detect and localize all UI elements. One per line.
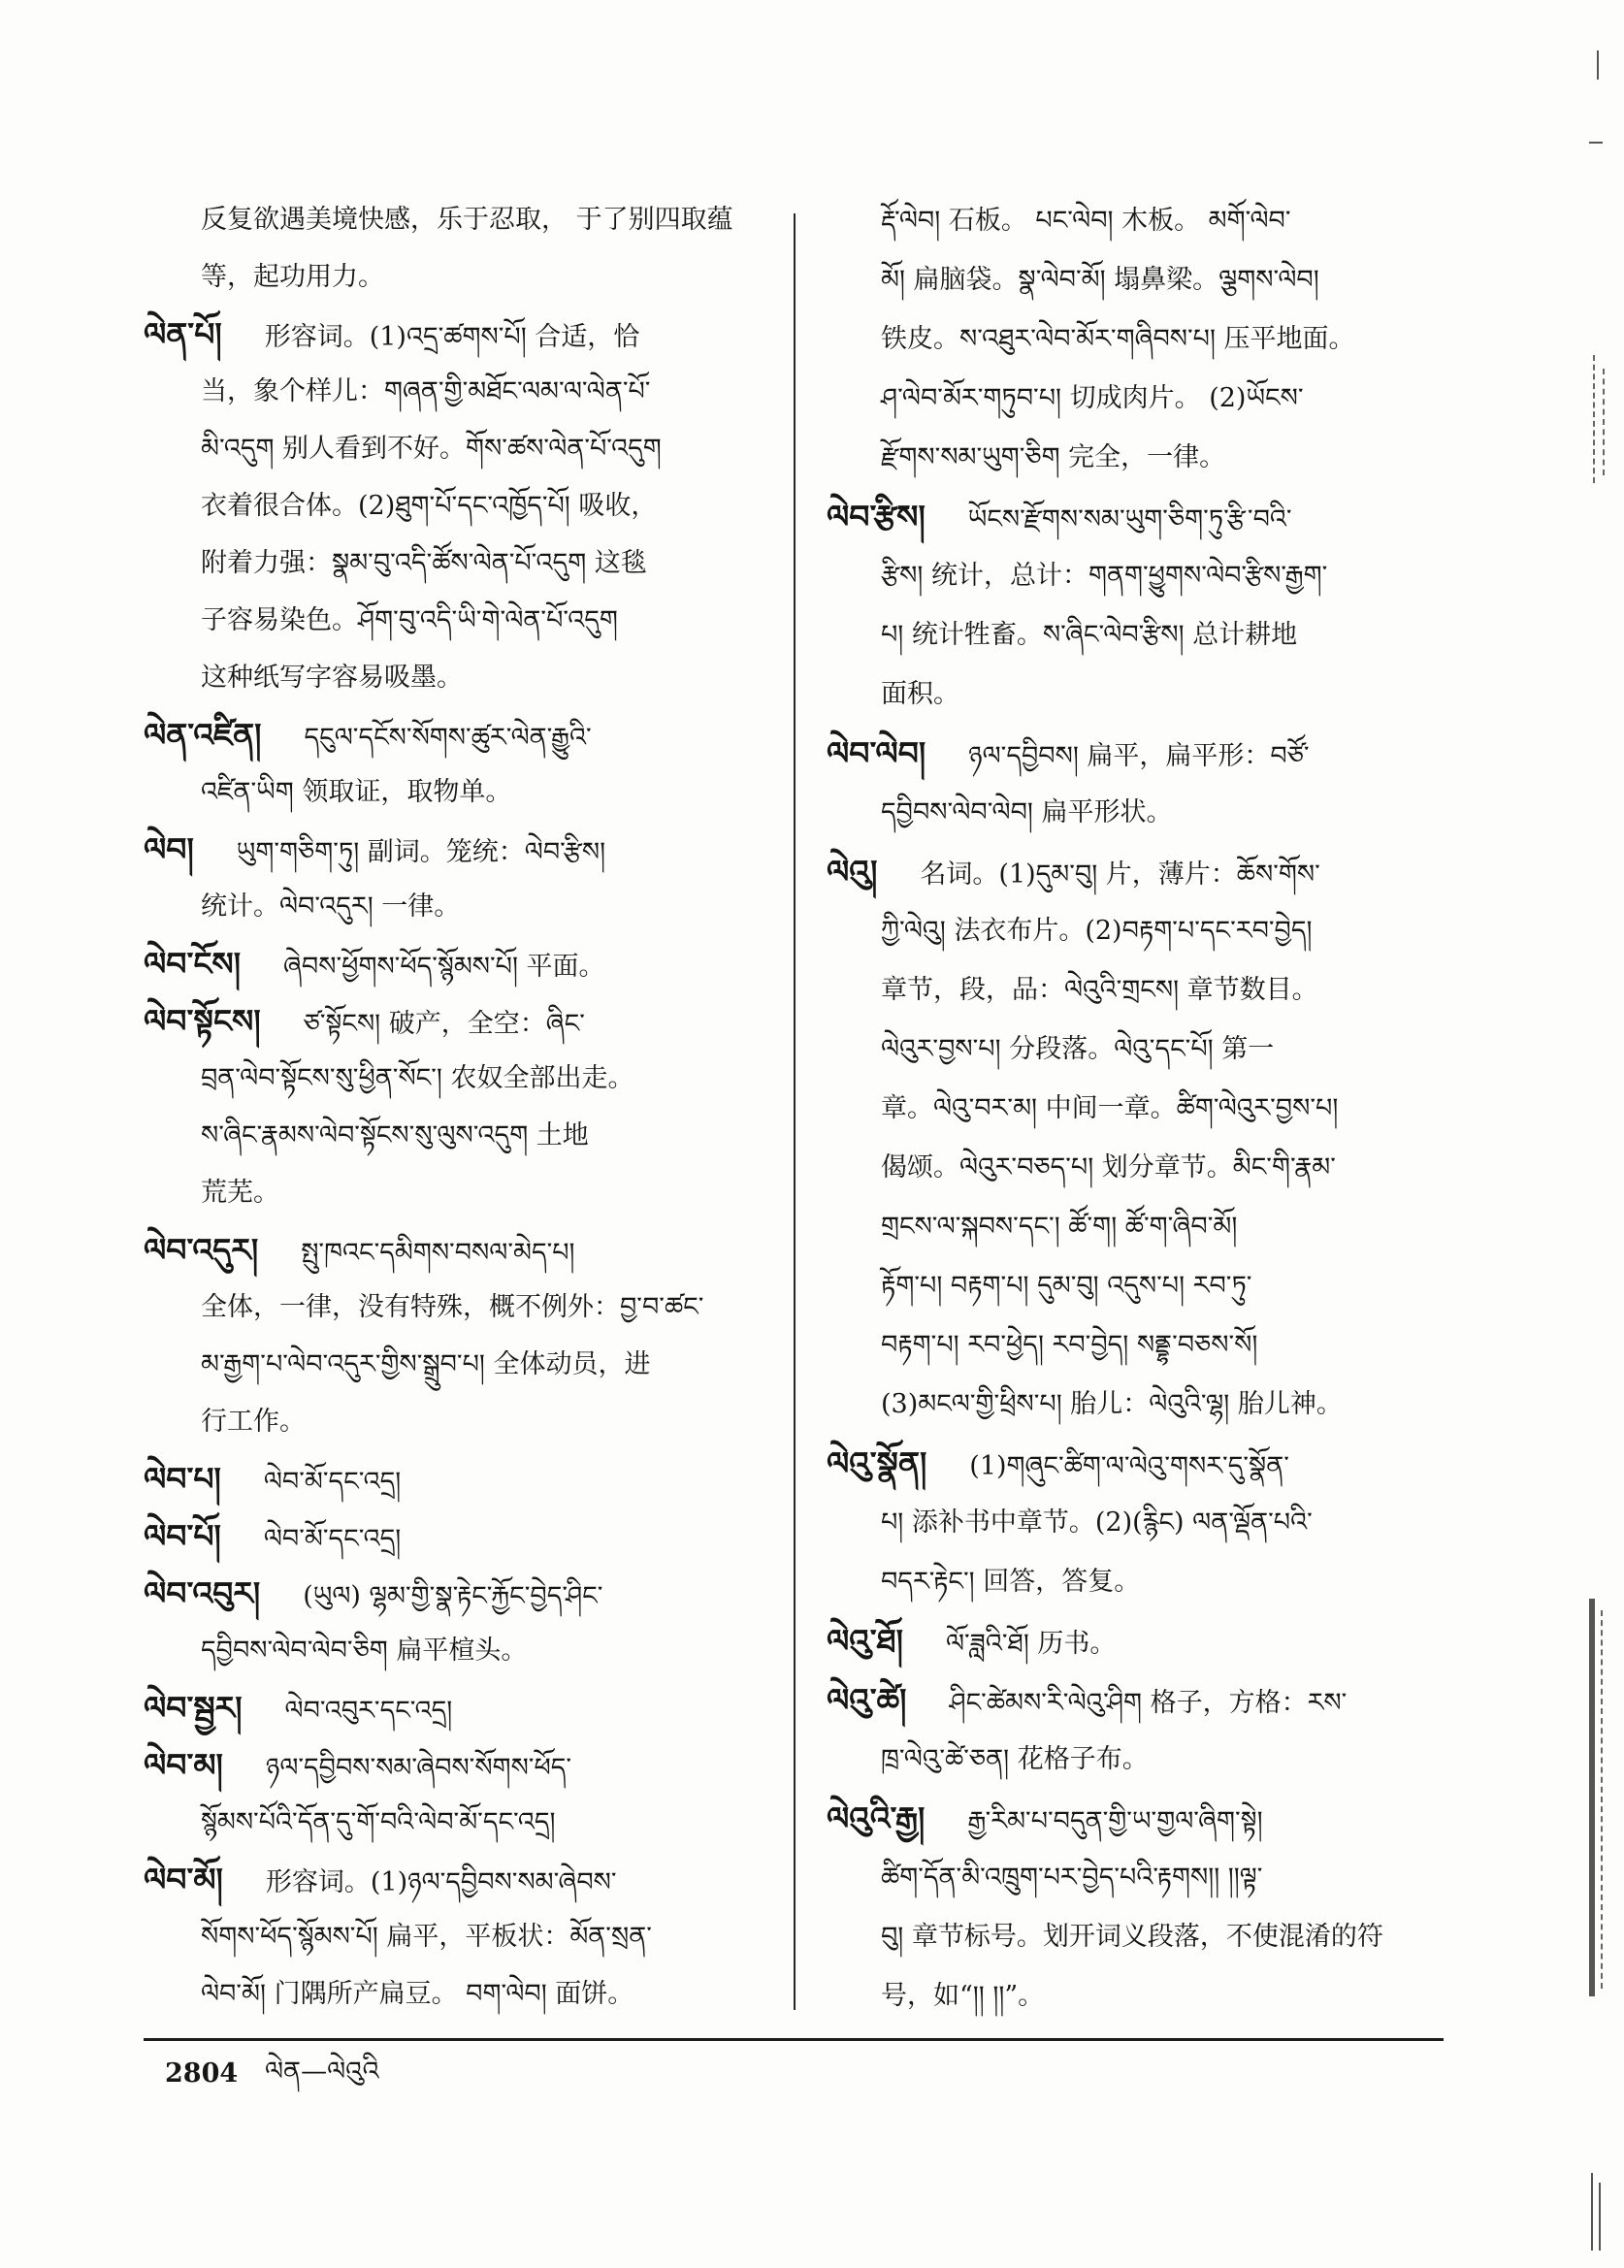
definition-line: ལེབ་མོ། 门隅所产扁豆。 བག་ལེབ། 面饼。 [201,1979,634,2009]
dictionary-entry [827,1434,1452,1611]
definition-text: ཡུག་གཅིག་ཏུ། 副词。笼统：ལེབ་རྩིས། [236,837,606,867]
definition-line: ཀྱི་ལེའུ། 法衣布片。(2)བརྟག་པ་དང་རབ་བྱེད། [881,916,1313,946]
dictionary-entry [827,1789,1452,2025]
entry-first-line [144,1565,774,1622]
entry-first-line [827,1434,1452,1493]
scan-mark [1589,142,1603,144]
scan-mark [1589,1599,1595,1996]
definition-line: 荒芜。 [201,1178,279,1208]
entry-first-line [144,1679,774,1736]
definition-text: (ཡུལ) ལྷམ་གྱི་སྣ་རྟེང་རྐྱོང་བྱེད་ཤིང་ [303,1581,603,1611]
definition-line: མ་རྒྱག་པ་ལེབ་འདུར་གྱིས་སྒྲུབ་པ། 全体动员，进 [201,1349,651,1379]
definition-text: ལེབ་འབུར་དང་འདྲ། [284,1696,453,1726]
definition-text: ལེབ་མོ་དང་འདྲ། [263,1524,402,1554]
continuation-line: རྡོ་ལེབ། 石板。 པང་ལེབ། 木板。 མགོ་ལེབ་ [881,206,1291,236]
entry-first-line [827,842,1452,901]
dictionary-entry [144,1221,774,1450]
dictionary-entry [144,821,774,935]
dictionary-entry [144,935,774,992]
definition-line: 行工作。 [201,1407,306,1437]
headword: ལེའུའི་རྒྱ། [827,1799,926,1837]
entry-first-line [144,706,774,763]
continuation-line: 等，起功用力。 [201,262,384,292]
entry-first-line [144,992,774,1050]
definition-text: ཤིང་ཚེམས་རི་ལེའུ་ཤིག 格子，方格：རས་ [949,1688,1348,1718]
definition-text: སྤུ་ཁའང་དམིགས་བསལ་མེད་པ། [301,1238,575,1268]
definition-text: ཡོངས་རྫོགས་སམ་ཡུག་ཅིག་ཏུ་རྩི་བའི་ [967,504,1292,535]
definition-line: 附着力强：སྣམ་བུ་འདི་ཚོས་ལེན་པོ་འདུག 这毯 [201,548,647,578]
entry-first-line [144,821,774,878]
entry-first-line [144,1507,774,1565]
definition-line: ས་ཞིང་རྣམས་ལེབ་སྟོངས་སུ་ལུས་འདུག 土地 [201,1120,589,1150]
scan-mark [1603,369,1605,475]
definition-text: ཉལ་དབྱིབས་སམ་ཞེབས་སོགས་ཕོད་ [265,1753,572,1783]
headword: ལེབ་མ། [144,1746,223,1784]
definition-text: ཞེབས་ཕྱོགས་ཕོད་སྙོམས་པོ། 平面。 [283,952,605,982]
definition-line: 这种纸写字容易吸墨。 [201,663,463,693]
dictionary-entry [827,1611,1452,1670]
scan-mark [1601,1610,1603,1989]
dictionary-entry [144,706,774,821]
definition-line: པ། 统计牲畜。ས་ཞིང་ལེབ་རྩིས། 总计耕地 [881,620,1298,650]
definition-line: སྙོམས་པོའི་དོན་དུ་གོ་བའི་ལེབ་མོ་དང་འདྲ། [201,1807,556,1837]
scan-mark [1597,50,1599,80]
definition-line: (3)མངལ་གྱི་ཕྲིས་པ། 胎儿：ལེའུའི་ལྷ། 胎儿神。 [881,1389,1343,1419]
dictionary-entry [827,487,1452,724]
footer-rule [144,2038,1444,2041]
headword: ལེའུ། [827,853,878,891]
entry-first-line [827,1670,1452,1730]
entry-first-line [144,1736,774,1794]
left-column [144,191,774,2023]
column-divider [794,213,796,2010]
headword: ལེའུ་ཚེ། [827,1681,907,1719]
definition-line: 章。ལེའུ་བར་མ། 中间一章。ཚིག་ལེའུར་བྱས་པ། [881,1093,1339,1123]
definition-text: ལེབ་མོ་དང་འདྲ། [263,1467,402,1497]
dictionary-entry [144,1565,774,1679]
entry-first-line [144,1221,774,1279]
headword: ལེབ་འདུར། [144,1231,259,1269]
definition-text: ཉལ་དབྱིབས། 扁平，扁平形：བཙོ་ [968,741,1310,771]
headword: ལེབ་པོ། [144,1517,221,1555]
headword: ལེན་འཛིན། [144,716,262,754]
definition-line: གྲངས་ལ་སྐབས་དང་། ཚོ་ག། ཚོ་ག་ཞིབ་མོ། [881,1212,1238,1242]
scan-mark [1599,2183,1601,2251]
dictionary-entry [827,724,1452,842]
entry-first-line [827,1789,1452,1848]
headword: ལེབ་ལེབ། [827,734,926,772]
definition-line: བུ། 章节标号。划开词义段落，不使混淆的符 [881,1922,1383,1952]
definition-line: པ། 添补书中章节。(2)(རྙིང) ལན་ལྡོན་པའི་ [881,1507,1313,1538]
continuation-line: རྫོགས་སམ་ཡུག་ཅིག 完全，一律。 [881,442,1226,472]
headword: ལེབ་པ། [144,1460,221,1498]
scan-mark [1593,355,1595,483]
dictionary-entry [144,992,774,1221]
dictionary-entry [144,1450,774,1507]
dictionary-entry [144,1851,774,2023]
definition-line: འཛིན་ཡིག 领取证，取物单。 [201,777,512,807]
definition-text: (1)གཞུང་ཚིག་ལ་ལེའུ་གསར་དུ་སྣོན་ [969,1451,1289,1481]
definition-line: རྟོག་པ། བརྟག་པ། དུམ་བུ། འདུས་པ། རབ་ཏུ་ [881,1271,1252,1301]
continuation-line: 铁皮。ས་འཐུར་ལེབ་མོར་གཞིབས་པ། 压平地面。 [881,324,1355,354]
definition-text: རྒྱ་རིམ་པ་བདུན་གྱི་ཡ་གྱལ་ཞིག་སྟེ། [967,1806,1263,1836]
entry-first-line [144,1450,774,1507]
headword: ལེབ། [144,830,194,868]
entry-first-line [827,1611,1452,1670]
dictionary-entry [144,1679,774,1736]
headword: ལེབ་རྩིས། [827,498,926,535]
entry-first-line [827,487,1452,546]
page-number: 2804 [165,2058,239,2089]
definition-text: 名词。(1)དུམ་བུ། 片，薄片：ཆོས་གོས་ [920,859,1320,890]
definition-line: ཁྲ་ལེའུ་ཚེ་ཅན། 花格子布。 [881,1744,1149,1774]
headword: ལེབ་འབུར། [144,1574,261,1612]
definition-line: རྩིས། 统计，总计：གནག་ཕྱུགས་ལེབ་རྩིས་རྒྱག་ [881,561,1328,591]
entry-first-line [144,1851,774,1908]
dictionary-entry [144,1507,774,1565]
right-column [827,191,1452,2025]
definition-text: 形容词。(1)འདྲ་ཚགས་པོ། 合适，恰 [264,322,640,352]
definition-line: བྲན་ལེབ་སྟོངས་སུ་ཕྱིན་སོང་། 农奴全部出走。 [201,1063,634,1093]
definition-line: ཚིག་དོན་མི་འཁྲུག་པར་བྱེད་པའི་རྟགས།། །།ལྟ་ [881,1863,1263,1893]
definition-text: 形容词。(1)ཉལ་དབྱིབས་སམ་ཞེབས་ [265,1867,617,1897]
definition-line: དབྱིབས་ལེབ་ལེབ་ཅིག 扁平楦头。 [201,1636,528,1666]
continuation-line: 反复欲遇美境快感，乐于忍取， 于了别四取蕴 [201,205,733,235]
dictionary-entry [144,306,774,706]
definition-line: བདར་རྟེང་། 回答，答复。 [881,1567,1141,1597]
dictionary-entry [827,1670,1452,1789]
entry-first-line [144,935,774,992]
definition-line: སོགས་ཕོད་སྙོམས་པོ། 扁平，平板状：མོན་སྲན་ [201,1922,652,1952]
continuation-line: ཤ་ལེབ་མོར་གཏུབ་པ། 切成肉片。 (2)ཡོངས་ [881,383,1304,413]
definition-line: 号，如“།། །།”。 [881,1981,1045,2011]
dictionary-entry [144,1736,774,1851]
definition-text: ལོ་ཟླའི་ཐོ། 历书。 [945,1629,1117,1659]
definition-line: 当，象个样儿：གཞན་གྱི་མཐོང་ལམ་ལ་ལེན་པོ་ [201,376,651,406]
dictionary-entry [827,842,1452,1434]
definition-line: 子容易染色。ཤོག་བུ་འདི་ཡི་གེ་ལེན་པོ་འདུག [201,605,618,635]
definition-line: 统计。ལེབ་འདུར། 一律。 [201,891,461,922]
definition-text: ཙ་སྟོངས། 破产，全空：ཞིང་ [303,1009,585,1039]
entry-first-line [827,724,1452,783]
definition-line: དབྱིབས་ལེབ་ལེབ། 扁平形状。 [881,797,1173,827]
headword: ལེའུ་སྣོན། [827,1444,927,1482]
entry-first-line [144,306,774,363]
definition-line: བརྟག་པ། རབ་ཕྱེད། རབ་བྱེད། སནྡྷ་བཅས་སོ། [881,1330,1258,1360]
headword: ལེན་པོ། [144,315,222,353]
headword: ལེབ་སྦྱར། [144,1689,243,1727]
definition-text: དངུལ་དངོས་སོགས་ཚུར་ལེན་རྒྱུའི་ [304,723,592,753]
headword: ལེབ་མོ། [144,1861,223,1898]
running-head: ལེན—ལེའུའི [265,2057,379,2087]
definition-line: 偈颂。ལེའུར་བཅད་པ། 划分章节。མིང་གི་རྣམ་ [881,1152,1336,1183]
definition-line: 全体，一律，没有特殊，概不例外：བྱ་བ་ཚང་ [201,1292,704,1322]
definition-line: 面积。 [881,679,959,709]
scan-mark [1591,2173,1593,2251]
definition-line: 章节，段，品：ལེའུའི་གྲངས། 章节数目。 [881,975,1318,1005]
headword: ལེབ་ངོས། [144,945,242,983]
definition-line: མི་འདུག 别人看到不好。གོས་ཚས་ལེན་པོ་འདུག [201,434,662,464]
headword: ལེའུ་ཐོ། [827,1622,903,1660]
continuation-line: མོ། 扁脑袋。སྣ་ལེབ་མོ། 塌鼻梁。ལྕགས་ལེབ། [881,265,1319,295]
definition-line: ལེའུར་བྱས་པ། 分段落。ལེའུ་དང་པོ། 第一 [881,1034,1275,1064]
headword: ལེབ་སྟོངས། [144,1002,261,1040]
definition-line: 衣着很合体。(2)ཐུག་པོ་དང་འཁྱོད་པོ། 吸收， [201,491,658,521]
